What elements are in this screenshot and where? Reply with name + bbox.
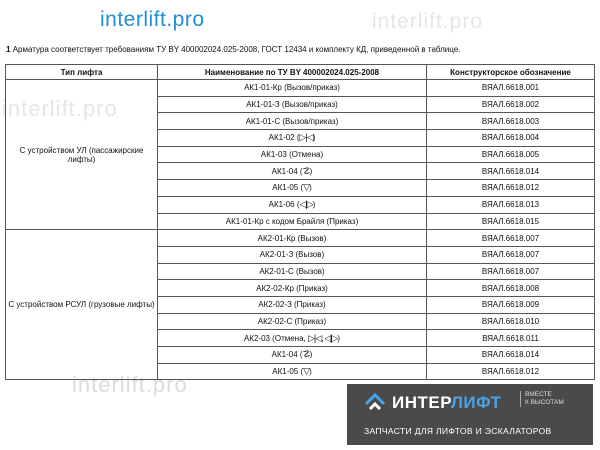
code-cell: ВЯАЛ.6618.014 (427, 163, 595, 180)
banner-brand (392, 393, 501, 413)
watermark-top-right: interlift.pro (372, 10, 484, 33)
name-text: АК2-02-Кр (Приказ) (256, 283, 328, 293)
name-cell (158, 80, 427, 97)
name-text: АК2-01-С (Вызов) (259, 266, 325, 276)
name-cell (158, 180, 427, 197)
table-header-row (6, 65, 595, 80)
name-cell (158, 146, 427, 163)
code-cell: ВЯАЛ.6618.001 (427, 80, 595, 97)
name-text: АК2-01-З (Вызов) (259, 250, 325, 260)
name-text: АК1-01-З (Вызов/приказ) (246, 100, 338, 110)
code-cell: ВЯАЛ.6618.014 (427, 347, 595, 364)
name-text: АК1-01-Кр с кодом Брайля (Приказ) (225, 216, 359, 226)
watermark-bottom: interlift.pro (72, 372, 188, 397)
name-text: АК1-06 ( (268, 200, 300, 210)
button-symbol-icon: ☡ (302, 349, 310, 360)
code-cell: ВЯАЛ.6618.011 (427, 330, 595, 347)
brand-prefix: ИНТЕР (392, 393, 451, 412)
code-cell: ВЯАЛ.6618.012 (427, 363, 595, 380)
name-text: АК1-02 ( (268, 133, 300, 143)
table-row (6, 230, 595, 247)
name-suffix: ) (309, 367, 312, 377)
name-suffix: ) (312, 133, 316, 143)
name-text: АК1-03 (Отмена) (260, 150, 324, 160)
name-cell (158, 230, 427, 247)
brand-suffix: ЛИФТ (451, 393, 502, 412)
name-text: АК1-01-С (Вызов/приказ) (245, 116, 339, 126)
name-cell (158, 363, 427, 380)
name-suffix: ) (309, 183, 312, 193)
name-cell (158, 280, 427, 297)
name-text: АК1-04 ( (271, 350, 303, 360)
code-cell: ВЯАЛ.6618.010 (427, 313, 595, 330)
code-cell: ВЯАЛ.6618.013 (427, 196, 595, 213)
code-cell: ВЯАЛ.6618.015 (427, 213, 595, 230)
name-cell (158, 296, 427, 313)
table-row (6, 80, 595, 97)
lift-type-cell: С устройством УЛ (пассажирские лифты) (6, 80, 158, 230)
name-suffix: ) (309, 350, 313, 360)
code-cell: ВЯАЛ.6618.008 (427, 280, 595, 297)
name-text: АК1-04 ( (271, 166, 303, 176)
name-cell (158, 213, 427, 230)
specification-table (5, 64, 595, 380)
code-cell: ВЯАЛ.6618.003 (427, 113, 595, 130)
table-body (6, 80, 595, 380)
intro-text: Арматура соответствует требованиям ТУ BY 400002024.025-2008, ГОСТ 12434 и комплекту КД, приведенной в таблице. (12, 45, 461, 54)
button-symbol-icon: ☡ (302, 165, 310, 176)
code-cell: ВЯАЛ.6618.007 (427, 230, 595, 247)
header-lift-type: Тип лифта (6, 65, 158, 80)
name-cell (158, 347, 427, 364)
name-text: АК1-01-Кр (Вызов/приказ) (244, 83, 340, 93)
header-code: Конструкторское обозначение (427, 65, 595, 80)
name-suffix: ) (337, 333, 341, 343)
code-cell: ВЯАЛ.6618.005 (427, 146, 595, 163)
button-symbol-icon: ▽ (303, 182, 310, 193)
name-suffix: ) (312, 200, 316, 210)
code-cell: ВЯАЛ.6618.002 (427, 96, 595, 113)
company-logo-icon (364, 390, 386, 412)
name-cell (158, 313, 427, 330)
name-cell (158, 96, 427, 113)
code-cell: ВЯАЛ.6618.007 (427, 246, 595, 263)
name-text: АК2-01-Кр (Вызов) (257, 233, 327, 243)
name-cell (158, 330, 427, 347)
watermark-left: interlift.pro (2, 96, 118, 121)
slogan-line-2: К ВЫСОТАМ (525, 399, 564, 406)
name-cell (158, 113, 427, 130)
banner-slogan (520, 391, 564, 407)
code-cell: ВЯАЛ.6618.004 (427, 130, 595, 147)
slogan-line-1: ВМЕСТЕ (525, 391, 552, 398)
button-symbol-icon: ◁|▷ (299, 199, 313, 210)
name-text: АК2-03 (Отмена, (243, 333, 308, 343)
name-text: АК2-02-С (Приказ) (257, 316, 327, 326)
name-cell (158, 196, 427, 213)
code-cell: ВЯАЛ.6618.012 (427, 180, 595, 197)
name-cell (158, 163, 427, 180)
button-symbol-icon: ▽ (303, 366, 310, 377)
name-cell (158, 246, 427, 263)
button-symbol-icon: ▷|◁, ◁|▷ (308, 332, 338, 343)
name-cell (158, 130, 427, 147)
name-cell (158, 263, 427, 280)
site-logo-text: interlift.pro (100, 8, 205, 31)
name-suffix: ) (309, 166, 313, 176)
promo-banner[interactable] (347, 384, 593, 445)
banner-tagline: ЗАПЧАСТИ ДЛЯ ЛИФТОВ И ЭСКАЛАТОРОВ (364, 426, 552, 436)
button-symbol-icon: ▷|◁ (299, 132, 313, 143)
code-cell: ВЯАЛ.6618.009 (427, 296, 595, 313)
intro-number: 1 (6, 45, 11, 54)
name-text: АК1-05 ( (272, 367, 304, 377)
header-name: Наименование по ТУ BY 400002024.025-2008 (158, 65, 427, 80)
code-cell: ВЯАЛ.6618.007 (427, 263, 595, 280)
name-text: АК2-02-З (Приказ) (258, 300, 326, 310)
lift-type-cell: С устройством РСУЛ (грузовые лифты) (6, 230, 158, 380)
intro-paragraph (6, 45, 460, 54)
name-text: АК1-05 ( (272, 183, 304, 193)
